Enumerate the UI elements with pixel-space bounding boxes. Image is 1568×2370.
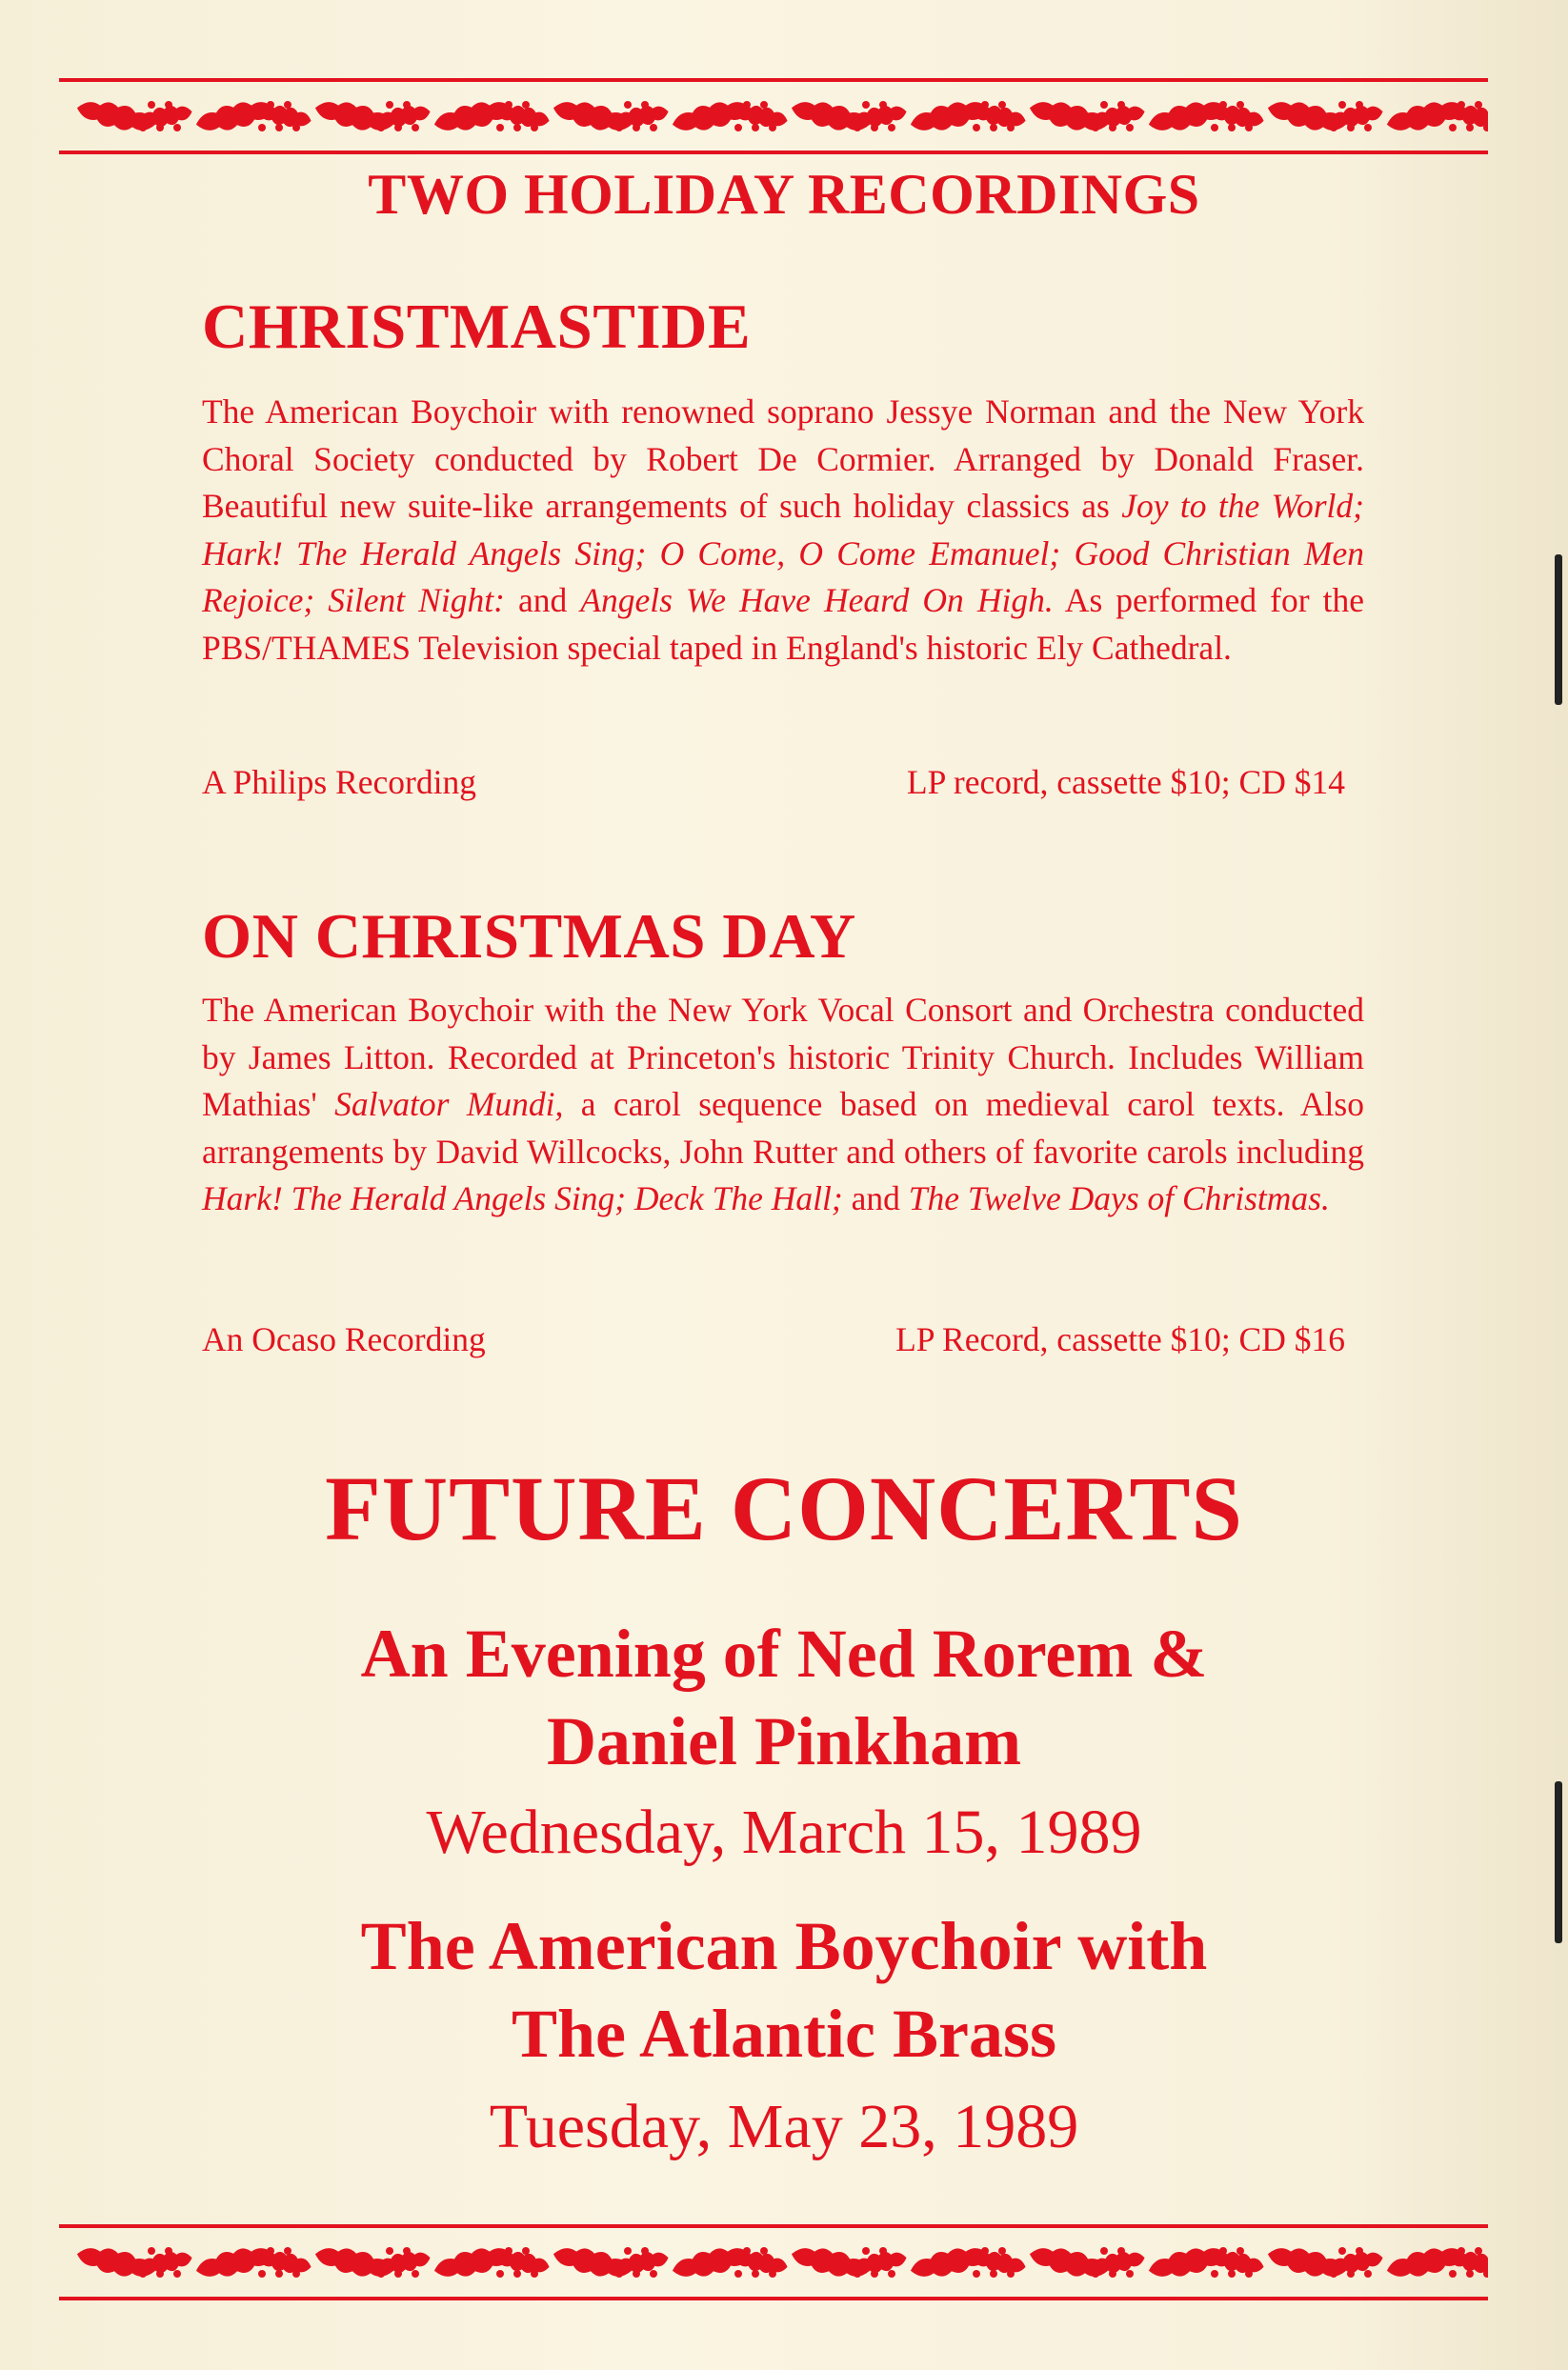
recording-description: The American Boychoir with renowned soprano Jessye Norman and the New York Choral Society conducted by Robert De Cormier. Arranged by Donald Fraser. Beautiful new suite-like arrangements of such holiday classics as Joy to the World; Hark! The Herald Angels Sing; O Come, O Come Emanuel; Good Christian Men Rejoice; Silent Night: and Angels We Have Heard On High. As performed for the PBS/THAMES Television special taped in England's historic Ely Cathedral. [202,392,1364,667]
page-title: TWO HOLIDAY RECORDINGS [368,163,1200,226]
concert-date: Wednesday, March 15, 1989 [426,1798,1142,1867]
recording-price: LP Record, cassette $10; CD $16 [895,1320,1345,1358]
concert-title: The American Boychoir with The Atlantic Brass [360,1908,1208,2072]
recording-label: A Philips Recording [202,763,476,801]
recording-title: ON CHRISTMAS DAY [202,901,856,972]
recording-meta [202,762,1345,802]
recording-title: CHRISTMASTIDE [202,291,752,362]
recording-meta [202,1319,1345,1359]
holly-garland-icon [59,78,1488,154]
recording-description: The American Boychoir with the New York Vocal Consort and Orchestra conducted by James Litton. Recorded at Princeton's historic Trinity Church. Includes William Mathias' Salvator Mundi, a carol sequence based on medieval carol texts. Also arrangements by David Willcocks, John Rutter and others of favorite carols including Hark! The Herald Angels Sing; Deck The Hall; and The Twelve Days of Christmas. [202,991,1364,1217]
concert-date: Tuesday, May 23, 1989 [489,2092,1079,2161]
recording-price: LP record, cassette $10; CD $14 [906,763,1345,801]
future-concerts-heading: FUTURE CONCERTS [325,1457,1243,1559]
recording-label: An Ocaso Recording [202,1320,486,1358]
staple-top [1555,554,1562,705]
holly-garland-icon [59,2224,1488,2300]
concert-title: An Evening of Ned Rorem & Daniel Pinkham [360,1616,1208,1779]
